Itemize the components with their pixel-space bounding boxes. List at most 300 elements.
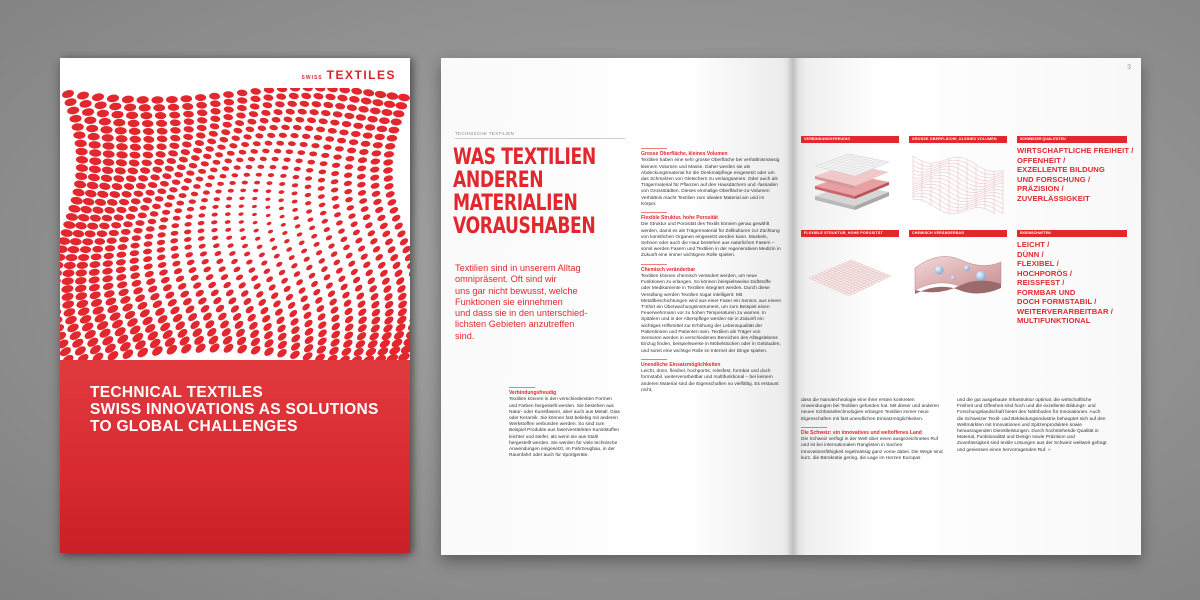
- weave-stitch: [246, 312, 257, 323]
- weave-stitch: [309, 151, 317, 156]
- weave-stitch: [261, 313, 272, 324]
- weave-stitch: [222, 281, 232, 290]
- weave-stitch: [156, 143, 167, 151]
- weave-stitch: [116, 206, 127, 214]
- weave-stitch: [351, 88, 363, 96]
- weave-stitch: [401, 244, 410, 254]
- weave-stitch: [164, 202, 173, 208]
- weave-stitch: [354, 236, 363, 244]
- weave-stitch: [116, 280, 128, 290]
- weave-stitch: [260, 156, 267, 161]
- weave-stitch: [243, 134, 252, 141]
- weave-stitch: [183, 236, 191, 242]
- weave-stitch: [275, 101, 286, 109]
- tagbox-swiss-qualities: [1017, 136, 1134, 203]
- weave-stitch: [223, 113, 234, 120]
- weave-stitch: [213, 197, 220, 201]
- weave-stitch: [224, 158, 232, 164]
- weave-stitch: [156, 246, 166, 253]
- weave-stitch: [340, 235, 349, 243]
- tagbox-properties: [1017, 230, 1127, 326]
- weave-stitch: [197, 220, 204, 225]
- weave-stitch: [345, 156, 354, 162]
- tagbox-line: UND FORSCHUNG /: [1017, 174, 1091, 184]
- weave-stitch: [305, 209, 312, 215]
- weave-stitch: [283, 238, 290, 244]
- weave-stitch: [358, 105, 369, 113]
- weave-stitch: [262, 321, 273, 332]
- weave-stitch: [240, 235, 247, 241]
- weave-stitch: [275, 261, 283, 268]
- weave-stitch: [116, 151, 128, 159]
- weave-stitch: [237, 281, 247, 290]
- weave-stitch: [296, 231, 303, 237]
- weave-stitch: [344, 196, 353, 203]
- weave-stitch: [222, 166, 230, 171]
- weave-stitch: [376, 125, 387, 132]
- weave-stitch: [215, 189, 222, 193]
- weave-stitch: [281, 124, 290, 131]
- weave-stitch: [377, 260, 387, 270]
- weave-stitch: [227, 296, 238, 306]
- weave-stitch: [263, 330, 275, 341]
- weave-stitch: [104, 206, 116, 214]
- cover-title-line: TO GLOBAL CHALLENGES: [90, 418, 298, 435]
- weave-stitch: [407, 267, 410, 278]
- weave-stitch: [169, 187, 178, 193]
- weave-stitch: [357, 244, 366, 253]
- weave-stitch: [207, 138, 217, 145]
- weave-stitch: [129, 264, 140, 272]
- weave-stitch: [88, 275, 100, 284]
- weave-stitch: [276, 323, 287, 334]
- weave-stitch: [233, 127, 243, 134]
- weave-stitch: [133, 190, 144, 198]
- weave-stitch: [245, 165, 252, 170]
- weave-stitch: [217, 182, 224, 186]
- weave-stitch: [76, 91, 90, 101]
- weave-stitch: [349, 139, 358, 145]
- weave-stitch: [302, 342, 314, 354]
- body-text: Die Schweiz verfügt in der Welt über einen ausgezeichneten Ruf und ist bei internationalen Ranglisten in Sachen Innovationsfähigkeit regelmässig ganz vorne dabei. Die Wege sind kurz, die Bürokratie gering, die Lage im Herzen Europas: [801, 437, 943, 461]
- weave-stitch: [343, 172, 352, 179]
- figure-surface-mesh: [909, 136, 1007, 214]
- weave-stitch: [257, 125, 266, 132]
- weave-stitch: [60, 253, 65, 261]
- weave-stitch: [329, 305, 340, 315]
- weave-stitch: [358, 197, 368, 205]
- weave-stitch: [94, 101, 107, 110]
- weave-stitch: [344, 188, 353, 195]
- weave-stitch: [332, 162, 341, 168]
- weave-stitch: [100, 126, 112, 134]
- weave-stitch: [184, 222, 192, 228]
- tagbox-line: ZUVERLÄSSIGKEIT: [1017, 193, 1090, 203]
- weave-stitch: [321, 109, 331, 116]
- weave-stitch: [75, 221, 87, 230]
- weave-stitch: [328, 297, 338, 307]
- weave-stitch: [162, 210, 170, 215]
- weave-stitch: [250, 149, 258, 155]
- weave-stitch: [239, 227, 246, 232]
- weave-stitch: [234, 165, 241, 170]
- weave-stitch: [367, 115, 378, 122]
- weave-stitch: [80, 246, 91, 253]
- weave-stitch: [218, 265, 227, 273]
- body-text: Leicht, dünn, flexibel, hochporös, reissfest, formbar und doch formstabil, weiterverarbeitbar und multifunktional – bei keinem anderen Material sind die Eigenschaften so vielfältig. Es erstaunt nicht,: [641, 369, 779, 393]
- weave-stitch: [84, 189, 97, 198]
- weave-stitch: [409, 305, 410, 317]
- textile-weave-pattern: [60, 88, 410, 360]
- weave-stitch: [217, 144, 226, 151]
- weave-stitch: [60, 292, 61, 302]
- weave-stitch: [283, 157, 290, 162]
- weave-stitch: [201, 198, 208, 202]
- weave-stitch: [116, 143, 128, 151]
- weave-stitch: [229, 181, 235, 185]
- weave-stitch: [215, 258, 224, 265]
- weave-stitch: [276, 93, 287, 101]
- weave-stitch: [303, 326, 315, 337]
- weave-stitch: [369, 166, 379, 174]
- weave-stitch: [355, 114, 366, 121]
- weave-stitch: [129, 257, 140, 265]
- body-text: und die gut ausgebaute Infrastruktur optimal, die wirtschaftliche Freiheit und Offenheit sind hoch und die exzellente Bildungs- und Forschungslandschaft bietet den Nährboden für Innovationen. Auch die Schweizer Textil- und Bekleidungsindustrie behauptet sich auf den Weltmärkten mit Innovationen und Spitzenprodukten sowie herausragenden Dienstleistungen. Durch hochstehende Qualität in Material, Funktionalität und Design sowie Präzision und Zuverlässigkeit sind textile Lösungen aus der Schweiz weltweit gefragt und geniessen einen hervorragenden Ruf. »: [957, 398, 1107, 453]
- weave-stitch: [127, 167, 139, 175]
- weave-stitch: [325, 136, 334, 142]
- weave-stitch: [370, 107, 382, 115]
- weave-stitch: [263, 94, 274, 102]
- weave-stitch: [259, 117, 269, 124]
- weave-stitch: [372, 245, 382, 254]
- weave-stitch: [288, 141, 296, 147]
- weave-stitch: [339, 282, 349, 291]
- weave-stitch: [360, 97, 372, 105]
- weave-stitch: [101, 214, 112, 222]
- body-text: Textilien haben eine sehr grosse Oberfläche bei verhältnismässig kleinem Volumen und Masse. Daher werden sie als Abdeckungsmaterial für die Denkmalpflege eingesetzt oder um das Schmelzen von Gletschern zu verlangsamen. Oder auch als Trägermaterial für Pflanzen auf den Hausdächern und -fassaden von Grossstädten. Dieses einmalige Oberfläche-zu-Volumen Verhältnis macht Textilien zum idealen Material am und im Körper.: [641, 158, 780, 207]
- weave-stitch: [60, 245, 68, 253]
- weave-stitch: [191, 192, 199, 197]
- weave-stitch: [151, 96, 163, 104]
- weave-stitch: [266, 221, 272, 226]
- weave-stitch: [128, 120, 140, 128]
- weave-stitch: [131, 235, 141, 241]
- weave-stitch: [101, 166, 114, 175]
- weave-stitch: [345, 251, 354, 259]
- weave-stitch: [366, 229, 376, 238]
- weave-stitch: [353, 122, 363, 129]
- weave-stitch: [132, 286, 144, 296]
- weave-stitch: [313, 241, 321, 248]
- weave-stitch: [381, 109, 393, 117]
- weave-stitch: [316, 312, 327, 322]
- weave-stitch: [136, 96, 149, 105]
- weave-stitch: [205, 183, 212, 188]
- weave-stitch: [215, 152, 224, 158]
- figure-label: FLEXIBLE STRUKTUR, HOHE POROSITÄT: [801, 230, 899, 237]
- weave-stitch: [158, 268, 169, 277]
- weave-stitch: [262, 148, 270, 153]
- weave-stitch: [61, 284, 74, 294]
- weave-stitch: [113, 214, 124, 221]
- weave-stitch: [238, 204, 244, 208]
- figure-layered-textile: [801, 136, 899, 214]
- weave-stitch: [315, 304, 325, 314]
- weave-stitch: [305, 200, 312, 206]
- weave-stitch: [89, 261, 101, 269]
- weave-stitch: [331, 171, 340, 177]
- weave-stitch: [197, 109, 208, 117]
- weave-stitch: [65, 212, 78, 221]
- weave-stitch: [384, 182, 395, 191]
- weave-stitch: [371, 190, 381, 198]
- weave-stitch: [169, 142, 180, 150]
- weave-stitch: [385, 190, 396, 199]
- weave-stitch: [191, 155, 201, 162]
- tagbox-line: DOCH FORMSTABIL /: [1017, 297, 1097, 306]
- weave-stitch: [364, 221, 374, 230]
- weave-stitch: [210, 108, 221, 116]
- weave-stitch: [146, 226, 155, 232]
- weave-stitch: [88, 133, 100, 141]
- weave-stitch: [160, 217, 168, 222]
- weave-stitch: [265, 213, 271, 217]
- weave-stitch: [133, 228, 142, 234]
- weave-stitch: [170, 245, 179, 252]
- layered-textile-illustration: [801, 144, 899, 214]
- weave-stitch: [228, 189, 234, 193]
- weave-stitch: [60, 307, 62, 318]
- weave-stitch: [141, 112, 153, 119]
- weave-stitch: [263, 338, 275, 350]
- subhead: Unendliche Einsatzmöglichkeiten: [641, 361, 721, 368]
- weave-stitch: [330, 250, 339, 258]
- weave-stitch: [249, 328, 261, 340]
- weave-stitch: [225, 212, 231, 217]
- tagbox-label: SCHWEIZER QUALITÄTEN: [1017, 136, 1127, 143]
- weave-stitch: [335, 102, 346, 110]
- weave-stitch: [200, 161, 209, 167]
- weave-stitch: [391, 213, 402, 223]
- weave-stitch: [259, 306, 270, 316]
- weave-stitch: [268, 173, 275, 177]
- weave-stitch: [374, 90, 386, 99]
- weave-stitch: [129, 143, 141, 151]
- weave-stitch: [198, 213, 205, 218]
- weave-stitch: [126, 111, 138, 119]
- weave-stitch: [115, 135, 127, 143]
- weave-stitch: [111, 182, 123, 191]
- weave-stitch: [175, 274, 185, 283]
- weave-stitch: [103, 252, 114, 259]
- weave-stitch: [304, 125, 313, 131]
- weave-stitch: [223, 91, 234, 98]
- weave-stitch: [203, 153, 212, 160]
- weave-stitch: [154, 196, 163, 202]
- weave-stitch: [256, 244, 263, 250]
- weave-stitch: [332, 111, 343, 118]
- weave-stitch: [371, 150, 381, 157]
- weave-stitch: [60, 237, 71, 246]
- weave-stitch: [288, 309, 299, 319]
- weave-stitch: [321, 153, 329, 158]
- weave-stitch: [60, 277, 61, 286]
- weave-stitch: [111, 110, 124, 118]
- weave-stitch: [84, 230, 96, 238]
- weave-stitch: [207, 280, 217, 289]
- weave-stitch: [383, 158, 394, 166]
- weave-stitch: [111, 222, 122, 229]
- weave-stitch: [176, 164, 186, 171]
- weave-stitch: [194, 139, 204, 146]
- weave-stitch: [197, 228, 205, 234]
- weave-stitch: [92, 206, 104, 215]
- weave-stitch: [72, 188, 85, 198]
- weave-stitch: [243, 251, 251, 258]
- weave-stitch: [67, 246, 79, 254]
- weave-stitch: [307, 217, 314, 223]
- weave-stitch: [70, 196, 83, 206]
- weave-stitch: [195, 94, 206, 101]
- weave-stitch: [255, 290, 265, 299]
- weave-stitch: [266, 181, 272, 185]
- weave-stitch: [297, 286, 306, 295]
- weave-stitch: [170, 127, 181, 135]
- weave-stitch: [102, 267, 114, 276]
- weave-stitch: [103, 289, 116, 299]
- weave-stitch: [227, 150, 236, 156]
- weave-stitch: [157, 232, 166, 238]
- weave-stitch: [72, 229, 84, 237]
- subhead: Chemisch veränderbar: [641, 266, 696, 273]
- weave-stitch: [168, 150, 179, 158]
- weave-stitch: [183, 110, 194, 118]
- weave-stitch: [263, 267, 272, 275]
- weave-stitch: [257, 165, 264, 169]
- weave-stitch: [297, 108, 307, 115]
- weave-stitch: [155, 150, 166, 158]
- weave-stitch: [274, 148, 282, 153]
- weave-stitch: [79, 99, 92, 109]
- weave-stitch: [87, 222, 99, 230]
- brand-big: TEXTILES: [326, 68, 396, 82]
- weave-stitch: [115, 159, 127, 168]
- tagbox-line: MULTIFUNKTIONAL: [1017, 316, 1091, 325]
- weave-stitch: [249, 336, 261, 348]
- weave-stitch: [115, 266, 126, 274]
- weave-stitch: [149, 292, 161, 302]
- weave-stitch: [360, 205, 370, 213]
- weave-stitch: [142, 120, 154, 128]
- weave-stitch: [330, 119, 340, 126]
- weave-stitch: [231, 173, 238, 177]
- weave-stitch: [302, 133, 311, 139]
- weave-stitch: [291, 199, 298, 204]
- weave-stitch: [243, 173, 250, 177]
- spread-gutter: [787, 58, 799, 555]
- weave-stitch: [290, 133, 299, 139]
- weave-stitch: [270, 165, 277, 169]
- weave-stitch: [74, 276, 87, 285]
- weave-stitch: [372, 198, 382, 207]
- weave-stitch: [68, 204, 81, 213]
- weave-stitch: [135, 220, 144, 226]
- weave-stitch: [361, 141, 371, 147]
- weave-stitch: [278, 269, 287, 277]
- weave-stitch: [235, 273, 244, 281]
- subhead-rule: [641, 264, 667, 265]
- page-corner-mark: 3: [1127, 64, 1131, 71]
- subhead-rule: [801, 427, 827, 428]
- weave-stitch: [99, 182, 111, 191]
- weave-stitch: [69, 114, 82, 123]
- weave-stitch: [267, 229, 273, 234]
- weave-stitch: [262, 101, 273, 109]
- weave-stitch: [263, 346, 276, 358]
- weave-stitch: [89, 290, 102, 300]
- weave-stitch: [231, 311, 242, 322]
- weave-stitch: [145, 189, 155, 196]
- weave-stitch: [339, 88, 351, 94]
- weave-stitch: [210, 100, 221, 107]
- weave-stitch: [82, 238, 94, 245]
- weave-stitch: [272, 299, 282, 309]
- tagbox-text: [1017, 146, 1134, 203]
- weave-stitch: [285, 246, 292, 253]
- weave-stitch: [252, 282, 261, 291]
- section-divider: [455, 138, 625, 139]
- weave-stitch: [325, 281, 334, 290]
- weave-stitch: [159, 180, 169, 187]
- weave-stitch: [357, 189, 367, 197]
- weave-stitch: [241, 243, 248, 249]
- weave-stitch: [331, 195, 340, 202]
- weave-stitch: [219, 136, 229, 143]
- weave-stitch: [128, 205, 138, 212]
- weave-stitch: [369, 292, 380, 302]
- weave-stitch: [245, 126, 255, 133]
- headline: [453, 145, 596, 239]
- weave-stitch: [327, 88, 339, 93]
- weave-stitch: [229, 304, 240, 314]
- weave-stitch: [276, 347, 289, 359]
- weave-stitch: [89, 149, 102, 158]
- weave-stitch: [409, 275, 410, 286]
- weave-stitch: [301, 92, 312, 100]
- weave-stitch: [75, 172, 88, 181]
- weave-stitch: [119, 236, 129, 242]
- weave-stitch: [94, 198, 106, 207]
- weave-stitch: [311, 143, 319, 148]
- weave-stitch: [376, 213, 386, 222]
- weave-stitch: [148, 219, 157, 224]
- weave-stitch: [280, 277, 289, 285]
- weave-stitch: [339, 129, 349, 135]
- weave-stitch: [189, 199, 196, 204]
- weave-stitch: [99, 222, 110, 230]
- weave-stitch: [242, 297, 252, 307]
- weave-stitch: [299, 100, 310, 108]
- weave-stitch: [290, 325, 301, 336]
- weave-stitch: [241, 141, 250, 147]
- weave-stitch: [332, 203, 340, 210]
- weave-stitch: [308, 225, 315, 231]
- weave-stitch: [283, 116, 293, 123]
- weave-stitch: [74, 284, 87, 294]
- weave-stitch: [113, 174, 125, 183]
- weave-stitch: [337, 94, 348, 102]
- weave-stitch: [386, 198, 397, 207]
